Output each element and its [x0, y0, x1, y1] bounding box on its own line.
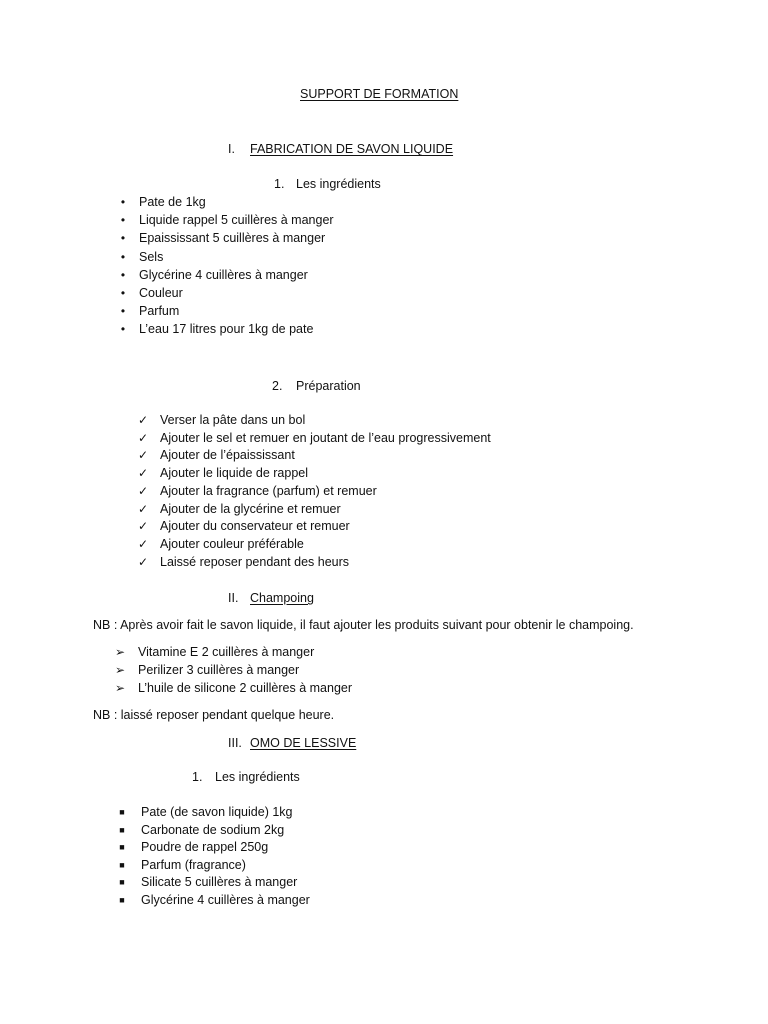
- list-item: L’huile de silicone 2 cuillères à manger: [138, 681, 353, 695]
- list-item: Parfum (fragrance): [141, 857, 246, 872]
- section-3-numeral: III.: [228, 736, 242, 750]
- checkmark-icon: ✓: [137, 448, 149, 463]
- list-item: Liquide rappel 5 cuillères à manger: [139, 213, 334, 228]
- list-item: Ajouter de la glycérine et remuer: [160, 501, 341, 516]
- nb-note: NB : Après avoir fait le savon liquide, il faut ajouter les produits suivant pour obtenir le champoing.: [93, 618, 634, 632]
- bullet-dot-icon: •: [120, 322, 126, 337]
- list-item: Poudre de rappel 250g: [141, 840, 269, 855]
- bullet-dot-icon: •: [120, 195, 126, 209]
- checkmark-icon: ✓: [137, 519, 149, 534]
- bullet-dot-icon: •: [120, 213, 126, 228]
- square-bullet-icon: ■: [119, 859, 125, 870]
- checkmark-icon: ✓: [137, 413, 149, 427]
- subsection-1-2-number: 2.: [272, 379, 283, 393]
- list-item: L’eau 17 litres pour 1kg de pate: [139, 322, 314, 337]
- bullet-dot-icon: •: [120, 286, 126, 300]
- checkmark-icon: ✓: [137, 536, 149, 551]
- list-item: Ajouter de l’épaississant: [160, 448, 295, 463]
- list-item: Parfum: [139, 304, 180, 319]
- list-item: Sels: [139, 249, 164, 264]
- arrow-bullet-icon: ➢: [114, 663, 126, 677]
- page-title: SUPPORT DE FORMATION: [300, 87, 459, 101]
- list-item: Ajouter le sel et remuer en joutant de l’eau progressivement: [160, 430, 491, 445]
- list-item: Carbonate de sodium 2kg: [141, 822, 285, 837]
- square-bullet-icon: ■: [119, 824, 125, 835]
- list-item: Epaississant 5 cuillères à manger: [139, 231, 326, 246]
- square-bullet-icon: ■: [119, 842, 125, 853]
- list-item: Verser la pâte dans un bol: [160, 413, 306, 427]
- bullet-dot-icon: •: [120, 249, 126, 264]
- bullet-dot-icon: •: [120, 267, 126, 282]
- list-item: Couleur: [139, 286, 183, 300]
- list-item: Glycérine 4 cuillères à manger: [141, 893, 310, 907]
- subsection-1-2-title: Préparation: [296, 379, 361, 393]
- checkmark-icon: ✓: [137, 554, 149, 569]
- checkmark-icon: ✓: [137, 466, 149, 481]
- subsection-1-1-title: Les ingrédients: [296, 177, 381, 191]
- list-item: Ajouter la fragrance (parfum) et remuer: [160, 483, 377, 498]
- checkmark-icon: ✓: [137, 501, 149, 516]
- list-item: Pate (de savon liquide) 1kg: [141, 805, 293, 819]
- nb-note-2: NB : laissé reposer pendant quelque heure.: [93, 708, 335, 722]
- section-1-title: FABRICATION DE SAVON LIQUIDE: [250, 142, 454, 156]
- bullet-dot-icon: •: [120, 231, 126, 246]
- section-2-numeral: II.: [228, 591, 239, 605]
- list-item: Pate de 1kg: [139, 195, 206, 209]
- section-3-title: OMO DE LESSIVE: [250, 736, 357, 750]
- square-bullet-icon: ■: [119, 877, 125, 888]
- checkmark-icon: ✓: [137, 483, 149, 498]
- subsection-3-1-title: Les ingrédients: [215, 770, 300, 784]
- square-bullet-icon: ■: [119, 807, 125, 817]
- list-item: Silicate 5 cuillères à manger: [141, 875, 298, 890]
- square-bullet-icon: ■: [119, 895, 125, 905]
- subsection-3-1-number: 1.: [192, 770, 203, 784]
- list-item: Glycérine 4 cuillères à manger: [139, 267, 308, 282]
- subsection-1-1-number: 1.: [274, 177, 285, 191]
- list-item: Ajouter le liquide de rappel: [160, 466, 309, 481]
- list-item: Vitamine E 2 cuillères à manger: [138, 645, 315, 659]
- list-item: Ajouter couleur préférable: [160, 536, 304, 551]
- list-item: Perilizer 3 cuillères à manger: [138, 663, 300, 677]
- section-2-title: Champoing: [250, 591, 314, 605]
- list-item: Laissé reposer pendant des heurs: [160, 554, 350, 569]
- list-item: Ajouter du conservateur et remuer: [160, 519, 350, 534]
- bullet-dot-icon: •: [120, 304, 126, 319]
- checkmark-icon: ✓: [137, 430, 149, 445]
- section-1-numeral: I.: [228, 142, 235, 156]
- arrow-bullet-icon: ➢: [114, 645, 126, 659]
- arrow-bullet-icon: ➢: [114, 681, 126, 695]
